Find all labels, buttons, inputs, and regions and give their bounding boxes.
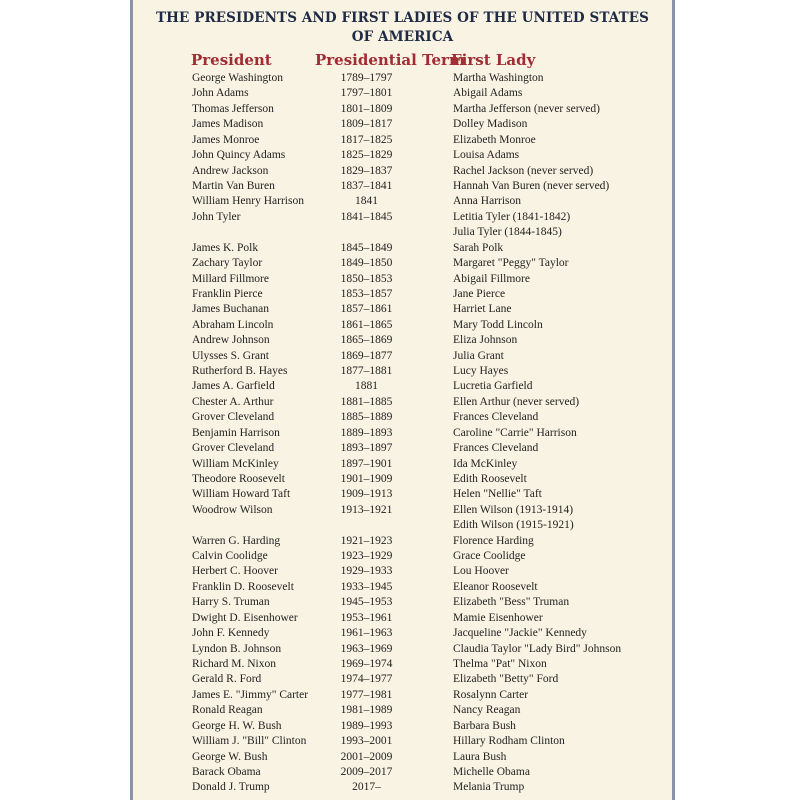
president-name: George H. W. Bush xyxy=(192,719,282,732)
presidential-term: 1993–2001 xyxy=(340,735,393,748)
presidential-term: 1977–1981 xyxy=(340,688,393,701)
presidential-term: 1901–1909 xyxy=(340,472,393,485)
president-name: Theodore Roosevelt xyxy=(192,472,285,485)
president-name: Zachary Taylor xyxy=(192,257,263,269)
first-lady-name: Hillary Rodham Clinton xyxy=(453,735,565,748)
presidential-term: 1961–1963 xyxy=(340,627,393,640)
presidential-term: 2009–2017 xyxy=(340,765,393,778)
first-lady-name: Letitia Tyler (1841-1842) xyxy=(453,210,571,223)
presidential-term: 1953–1961 xyxy=(340,611,393,624)
presidents-table xyxy=(133,0,672,800)
first-lady-name: Jane Pierce xyxy=(453,287,506,300)
presidential-term: 1857–1861 xyxy=(340,303,393,316)
first-lady-name: Edith Wilson (1915-1921) xyxy=(453,519,574,532)
presidential-term: 1841 xyxy=(355,195,378,208)
presidential-term: 1845–1849 xyxy=(340,241,393,254)
presidential-term: 1881–1885 xyxy=(340,395,393,408)
first-lady-name: Martha Washington xyxy=(453,72,544,84)
first-lady-name: Frances Cleveland xyxy=(453,442,539,455)
president-name: Dwight D. Eisenhower xyxy=(192,611,298,624)
first-lady-name: Caroline "Carrie" Harrison xyxy=(453,426,577,439)
first-lady-name: Elizabeth Monroe xyxy=(453,133,536,146)
presidential-term: 1865–1869 xyxy=(340,334,393,347)
president-name: James Buchanan xyxy=(192,303,269,316)
presidential-term: 1837–1841 xyxy=(340,179,393,192)
first-lady-name: Helen "Nellie" Taft xyxy=(453,488,542,501)
first-lady-name: Anna Harrison xyxy=(453,195,522,208)
first-lady-name: Julia Grant xyxy=(453,349,504,362)
president-name: Thomas Jefferson xyxy=(192,102,274,115)
presidential-term: 1829–1837 xyxy=(340,164,393,177)
first-lady-name: Grace Coolidge xyxy=(453,550,526,562)
first-lady-name: Ellen Arthur (never served) xyxy=(453,395,580,408)
first-lady-name: Lucretia Garfield xyxy=(453,380,533,393)
president-name: Millard Fillmore xyxy=(192,272,269,285)
president-name: Franklin D. Roosevelt xyxy=(192,580,294,593)
president-name: James Madison xyxy=(192,118,264,131)
presidential-term: 1909–1913 xyxy=(340,488,393,501)
president-name: Ulysses S. Grant xyxy=(192,349,269,362)
president-name: James E. "Jimmy" Carter xyxy=(192,688,309,701)
president-name: Benjamin Harrison xyxy=(192,426,280,439)
presidential-term: 1893–1897 xyxy=(340,442,393,455)
president-name: Woodrow Wilson xyxy=(192,503,273,516)
presidential-term: 1801–1809 xyxy=(340,102,393,115)
presidential-term: 2017– xyxy=(352,781,381,794)
president-name: Martin Van Buren xyxy=(192,179,275,192)
president-name: George Washington xyxy=(192,72,283,84)
presidential-term: 1841–1845 xyxy=(340,210,393,223)
president-name: Lyndon B. Johnson xyxy=(192,642,282,655)
first-lady-name: Ida McKinley xyxy=(453,457,518,470)
president-name: Rutherford B. Hayes xyxy=(192,365,288,377)
header-president: President xyxy=(191,51,272,69)
first-lady-name: Dolley Madison xyxy=(453,118,528,131)
presidential-term: 1989–1993 xyxy=(340,719,393,732)
presidential-term: 1969–1974 xyxy=(340,658,393,670)
first-lady-name: Hannah Van Buren (never served) xyxy=(453,179,610,192)
presidential-term: 1849–1850 xyxy=(340,257,393,269)
first-lady-name: Louisa Adams xyxy=(453,149,520,162)
president-name: Andrew Jackson xyxy=(192,164,269,177)
presidential-term: 1974–1977 xyxy=(340,673,393,686)
presidential-term: 2001–2009 xyxy=(340,750,393,763)
first-lady-name: Sarah Polk xyxy=(453,241,504,254)
president-name: James Monroe xyxy=(192,133,260,146)
president-name: Ronald Reagan xyxy=(192,704,263,717)
president-name: Barack Obama xyxy=(192,765,261,778)
first-lady-name: Melania Trump xyxy=(453,781,525,794)
first-lady-name: Margaret "Peggy" Taylor xyxy=(453,257,569,269)
president-name: John Adams xyxy=(192,87,249,100)
presidential-term: 1825–1829 xyxy=(340,149,393,162)
presidential-term: 1869–1877 xyxy=(340,349,393,362)
presidential-term: 1923–1929 xyxy=(340,550,393,562)
first-lady-name: Michelle Obama xyxy=(453,765,530,778)
first-lady-name: Lou Hoover xyxy=(453,565,509,578)
president-name: Calvin Coolidge xyxy=(192,550,268,562)
president-name: William J. "Bill" Clinton xyxy=(192,735,307,748)
first-lady-name: Lucy Hayes xyxy=(453,365,509,377)
first-lady-name: Rosalynn Carter xyxy=(453,688,529,701)
president-name: Herbert C. Hoover xyxy=(192,565,278,578)
first-lady-name: Harriet Lane xyxy=(453,303,512,316)
header-term: Presidential Term xyxy=(315,51,465,69)
first-lady-name: Eleanor Roosevelt xyxy=(453,580,538,593)
title-line-2: OF AMERICA xyxy=(351,29,454,45)
president-name: John F. Kennedy xyxy=(192,627,270,640)
first-lady-name: Nancy Reagan xyxy=(453,704,521,717)
poster xyxy=(130,0,675,800)
presidential-term: 1929–1933 xyxy=(340,565,393,578)
first-lady-name: Martha Jefferson (never served) xyxy=(453,102,600,115)
president-name: James K. Polk xyxy=(192,241,259,254)
header-first-lady: First Lady xyxy=(451,51,536,69)
presidential-term: 1889–1893 xyxy=(340,426,393,439)
first-lady-name: Elizabeth "Betty" Ford xyxy=(453,673,559,686)
presidential-term: 1945–1953 xyxy=(340,596,393,609)
president-name: Grover Cleveland xyxy=(192,442,275,455)
first-lady-name: Rachel Jackson (never served) xyxy=(453,164,594,177)
president-name: James A. Garfield xyxy=(192,380,275,393)
presidential-term: 1897–1901 xyxy=(340,457,393,470)
presidential-term: 1881 xyxy=(355,380,378,393)
president-name: John Tyler xyxy=(192,210,241,223)
president-name: Richard M. Nixon xyxy=(192,658,277,670)
president-name: Abraham Lincoln xyxy=(192,318,274,331)
first-lady-name: Laura Bush xyxy=(453,750,507,763)
president-name: Andrew Johnson xyxy=(192,334,270,347)
presidential-term: 1885–1889 xyxy=(340,411,393,424)
president-name: Franklin Pierce xyxy=(192,287,263,300)
presidential-term: 1817–1825 xyxy=(340,133,393,146)
presidential-term: 1921–1923 xyxy=(340,534,393,547)
presidential-term: 1809–1817 xyxy=(340,118,393,131)
first-lady-name: Barbara Bush xyxy=(453,719,516,732)
presidential-term: 1877–1881 xyxy=(340,365,393,377)
first-lady-name: Frances Cleveland xyxy=(453,411,539,424)
first-lady-name: Florence Harding xyxy=(453,534,534,547)
presidential-term: 1797–1801 xyxy=(340,87,393,100)
first-lady-name: Ellen Wilson (1913-1914) xyxy=(453,503,574,516)
first-lady-name: Elizabeth "Bess" Truman xyxy=(453,596,570,609)
first-lady-name: Abigail Fillmore xyxy=(453,272,530,285)
presidential-term: 1981–1989 xyxy=(340,704,393,717)
president-name: John Quincy Adams xyxy=(192,149,286,162)
presidential-term: 1789–1797 xyxy=(340,72,393,84)
title-line-1: THE PRESIDENTS AND FIRST LADIES OF THE UNITED STATES xyxy=(156,10,649,26)
first-lady-name: Mamie Eisenhower xyxy=(453,611,543,624)
president-name: George W. Bush xyxy=(192,750,268,763)
presidential-term: 1913–1921 xyxy=(340,503,393,516)
president-name: Grover Cleveland xyxy=(192,411,275,424)
first-lady-name: Abigail Adams xyxy=(453,87,523,100)
presidential-term: 1933–1945 xyxy=(340,580,393,593)
president-name: William Howard Taft xyxy=(192,488,291,501)
president-name: Gerald R. Ford xyxy=(192,673,262,686)
presidential-term: 1963–1969 xyxy=(340,642,393,655)
president-name: Chester A. Arthur xyxy=(192,395,274,408)
presidential-term: 1850–1853 xyxy=(340,272,393,285)
first-lady-name: Mary Todd Lincoln xyxy=(453,318,543,331)
presidential-term: 1853–1857 xyxy=(340,287,393,300)
first-lady-name: Claudia Taylor "Lady Bird" Johnson xyxy=(453,642,622,655)
president-name: William Henry Harrison xyxy=(192,195,304,208)
presidential-term: 1861–1865 xyxy=(340,318,393,331)
first-lady-name: Julia Tyler (1844-1845) xyxy=(453,226,562,239)
president-name: William McKinley xyxy=(192,457,279,470)
president-name: Harry S. Truman xyxy=(192,596,270,609)
president-name: Warren G. Harding xyxy=(192,534,281,547)
first-lady-name: Jacqueline "Jackie" Kennedy xyxy=(453,627,587,640)
president-name: Donald J. Trump xyxy=(192,781,270,794)
first-lady-name: Edith Roosevelt xyxy=(453,472,527,485)
first-lady-name: Thelma "Pat" Nixon xyxy=(453,658,547,670)
first-lady-name: Eliza Johnson xyxy=(453,334,518,347)
